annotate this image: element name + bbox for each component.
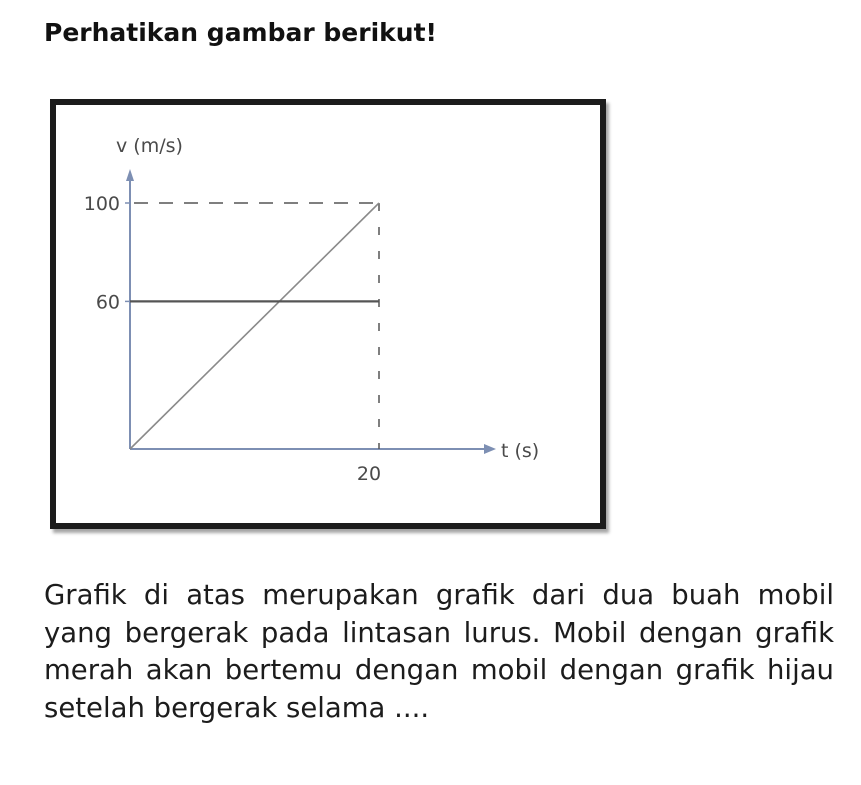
y-tick-label: 60 [95,291,120,314]
question-text: Grafik di atas merupakan grafik dari dua buah mobil yang bergerak pada lintasan lurus. Mobil dengan grafik merah akan bertemu dengan mobil dengan grafik hijau setelah bergerak selama .... [44,579,834,724]
x-axis-label: t (s) [501,440,540,462]
velocity-time-chart [56,105,588,511]
y-axis-label: v (m/s) [116,135,183,157]
series-line-increasing [130,203,379,449]
y-axis-arrowhead [126,169,134,181]
tick-labels [84,193,381,485]
x-axis-arrowhead [484,444,496,454]
heading: Perhatikan gambar berikut! [44,18,437,47]
x-tick-label: 20 [356,463,382,485]
y-tick-label: 100 [83,193,120,215]
velocity-time-figure [50,99,606,529]
series-lines [130,203,379,449]
